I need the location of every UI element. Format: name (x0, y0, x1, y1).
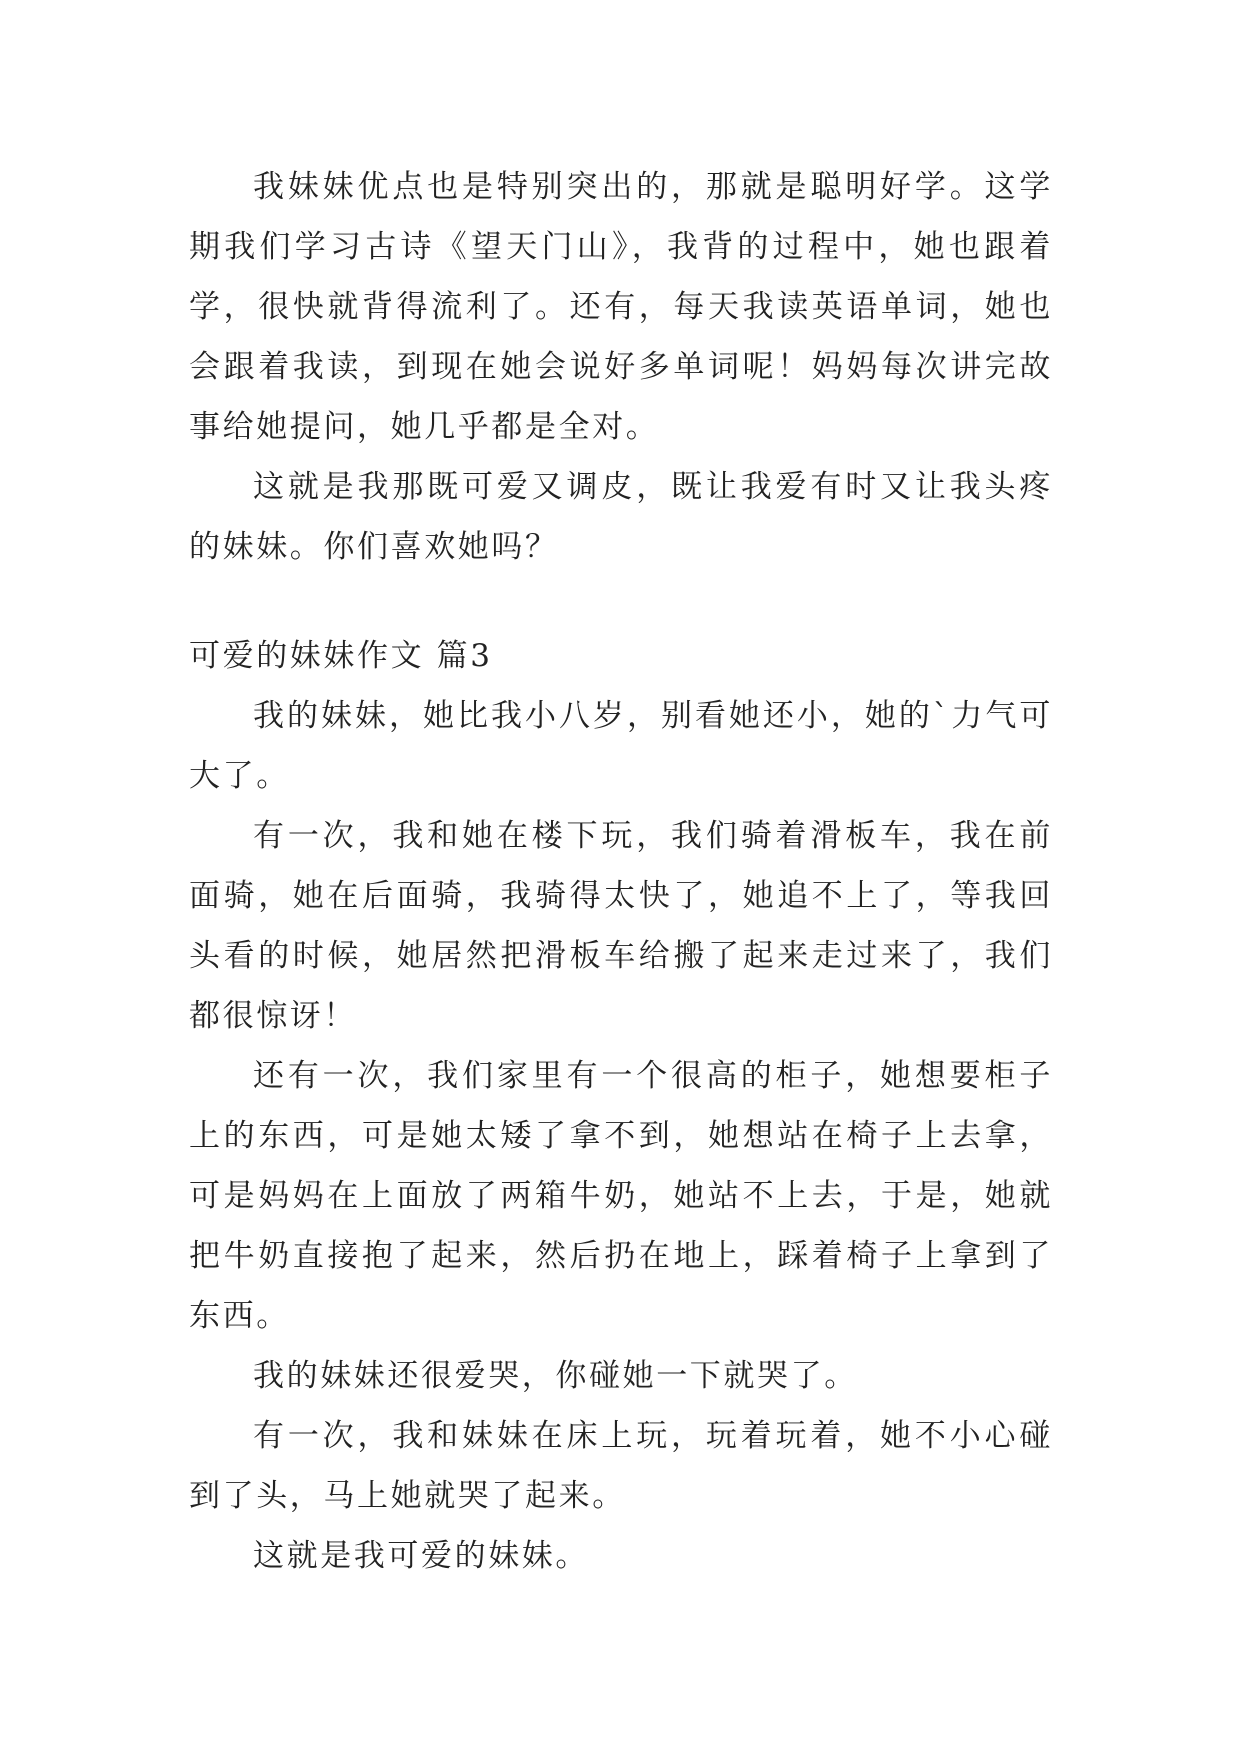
paragraph: 我的妹妹还很爱哭，你碰她一下就哭了。 (253, 1358, 858, 1394)
essay-section-3 (189, 626, 1053, 1586)
paragraph: 这就是我那既可爱又调皮，既让我爱有时又让我头疼的妹妹。你们喜欢她吗？ (189, 469, 1053, 565)
paragraph: 有一次，我和妹妹在床上玩，玩着玩着，她不小心碰到了头，马上她就哭了起来。 (189, 1418, 1053, 1514)
essay-continuation (189, 157, 1053, 577)
section-heading: 可爱的妹妹作文 篇3 (189, 638, 493, 674)
paragraph: 有一次，我和她在楼下玩，我们骑着滑板车，我在前面骑，她在后面骑，我骑得太快了，她追不上了，等我回头看的时候，她居然把滑板车给搬了起来走过来了，我们都很惊讶！ (189, 818, 1053, 1034)
paragraph: 我妹妹优点也是特别突出的，那就是聪明好学。这学期我们学习古诗《望天门山》，我背的过程中，她也跟着学，很快就背得流利了。还有，每天我读英语单词，她也会跟着我读，到现在她会说好多单词呢！妈妈每次讲完故事给她提问，她几乎都是全对。 (189, 169, 1053, 445)
paragraph: 还有一次，我们家里有一个很高的柜子，她想要柜子上的东西，可是她太矮了拿不到，她想站在椅子上去拿，可是妈妈在上面放了两箱牛奶，她站不上去，于是，她就把牛奶直接抱了起来，然后扔在地上，踩着椅子上拿到了东西。 (189, 1058, 1053, 1334)
paragraph: 我的妹妹，她比我小八岁，别看她还小，她的`力气可大了。 (189, 698, 1053, 794)
paragraph: 这就是我可爱的妹妹。 (253, 1538, 589, 1574)
